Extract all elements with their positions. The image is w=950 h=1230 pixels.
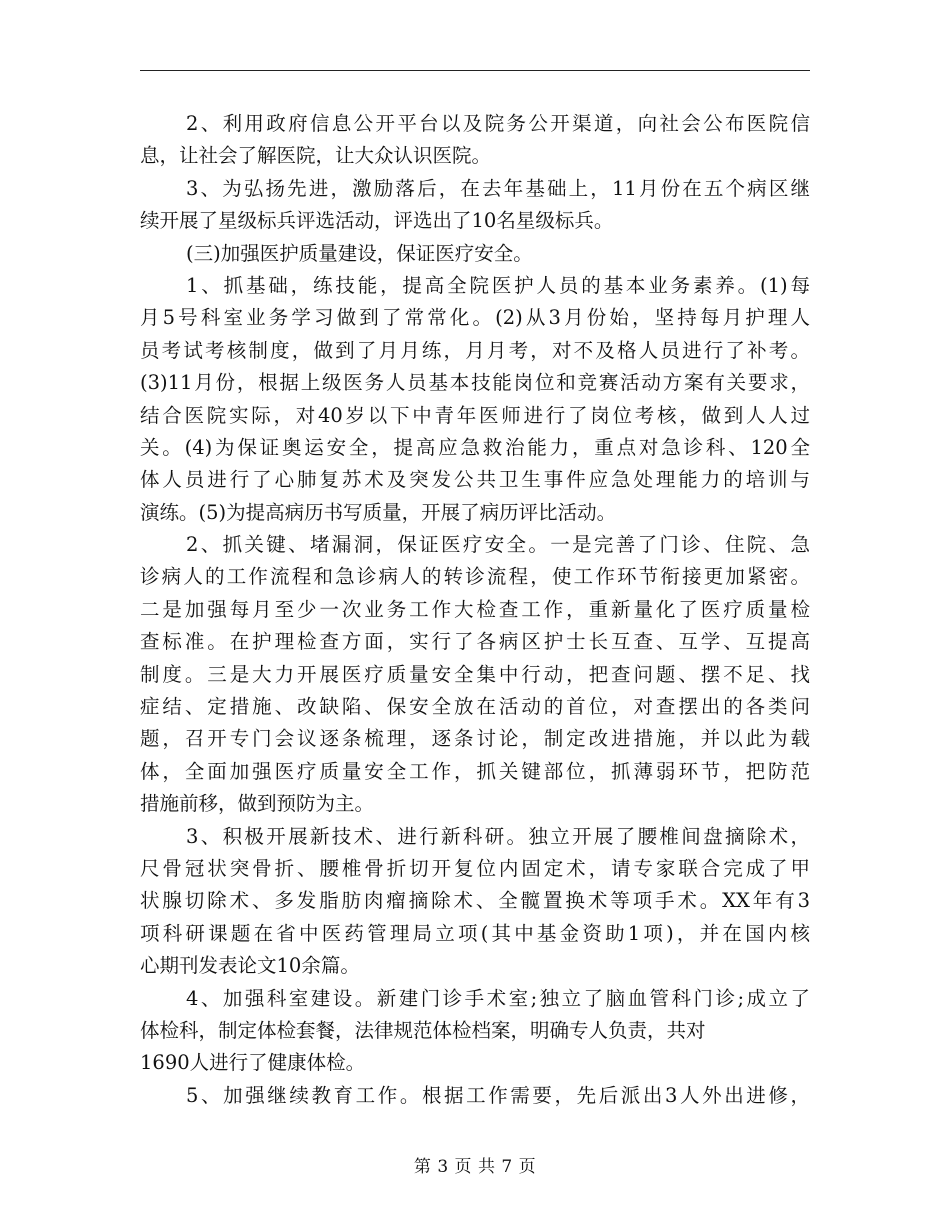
- text-line: 关。(4)为保证奥运安全，提高应急救治能力，重点对急诊科、120全: [140, 435, 810, 459]
- text-line: 体人员进行了心肺复苏术及突发公共卫生事件应急处理能力的培训与: [140, 468, 810, 492]
- text-line: 3、为弘扬先进，激励落后，在去年基础上，11月份在五个病区继: [186, 176, 810, 200]
- text-line: 诊病人的工作流程和急诊病人的转诊流程，使工作环节衔接更加紧密。: [140, 565, 810, 589]
- text-line: 3、积极开展新技术、进行新科研。独立开展了腰椎间盘摘除术，: [186, 824, 810, 848]
- text-line: 症结、定措施、改缺陷、保安全放在活动的首位，对查摆出的各类问: [140, 695, 810, 719]
- text-line: 状腺切除术、多发脂肪肉瘤摘除术、全髋置换术等项手术。XX年有3: [140, 889, 810, 913]
- text-line: 查标准。在护理检查方面，实行了各病区护士长互查、互学、互提高: [140, 630, 810, 654]
- text-line: 月5号科室业务学习做到了常常化。(2)从3月份始，坚持每月护理人: [140, 306, 810, 330]
- text-line: 结合医院实际，对40岁以下中青年医师进行了岗位考核，做到人人过: [140, 403, 810, 427]
- text-line: 演练。(5)为提高病历书写质量，开展了病历评比活动。: [140, 500, 617, 524]
- text-line: 尺骨冠状突骨折、腰椎骨折切开复位内固定术，请专家联合完成了甲: [140, 856, 810, 880]
- text-line: 体，全面加强医疗质量安全工作，抓关键部位，抓薄弱环节，把防范: [140, 759, 810, 783]
- text-line: 续开展了星级标兵评选活动，评选出了10名星级标兵。: [140, 209, 614, 233]
- text-line: 5、加强继续教育工作。根据工作需要，先后派出3人外出进修，: [186, 1083, 810, 1107]
- text-line: 员考试考核制度，做到了月月练，月月考，对不及格人员进行了补考。: [140, 338, 810, 362]
- text-line: 1690人进行了健康体检。: [140, 1051, 366, 1075]
- text-line: 4、加强科室建设。新建门诊手术室;独立了脑血管科门诊;成立了: [186, 986, 810, 1010]
- text-line: (三)加强医护质量建设，保证医疗安全。: [186, 241, 533, 265]
- text-line: 1、抓基础，练技能，提高全院医护人员的基本业务素养。(1)每: [186, 273, 810, 297]
- text-line: 二是加强每月至少一次业务工作大检查工作，重新量化了医疗质量检: [140, 597, 810, 621]
- page-footer: 第 3 页 共 7 页: [413, 1157, 537, 1177]
- text-line: 题，召开专门会议逐条梳理，逐条讨论，制定改进措施，并以此为载: [140, 727, 810, 751]
- header-rule: [140, 70, 810, 71]
- text-line: 2、抓关键、堵漏洞，保证医疗安全。一是完善了门诊、住院、急: [186, 533, 810, 557]
- body-text: [140, 108, 810, 1112]
- text-line: 项科研课题在省中医药管理局立项(其中基金资助1项)，并在国内核: [140, 921, 810, 945]
- text-line: 心期刊发表论文10余篇。: [140, 954, 360, 978]
- text-line: 措施前移，做到预防为主。: [140, 792, 375, 816]
- text-line: 体检科，制定体检套餐，法律规范体检档案，明确专人负责，共对: [140, 1018, 706, 1042]
- text-line: 2、利用政府信息公开平台以及院务公开渠道，向社会公布医院信: [186, 112, 810, 135]
- text-line: 息，让社会了解医院，让大众认识医院。: [140, 144, 492, 168]
- text-line: 制度。三是大力开展医疗质量安全集中行动，把查问题、摆不足、找: [140, 662, 810, 686]
- text-line: (3)11月份，根据上级医务人员基本技能岗位和竞赛活动方案有关要求，: [140, 371, 810, 395]
